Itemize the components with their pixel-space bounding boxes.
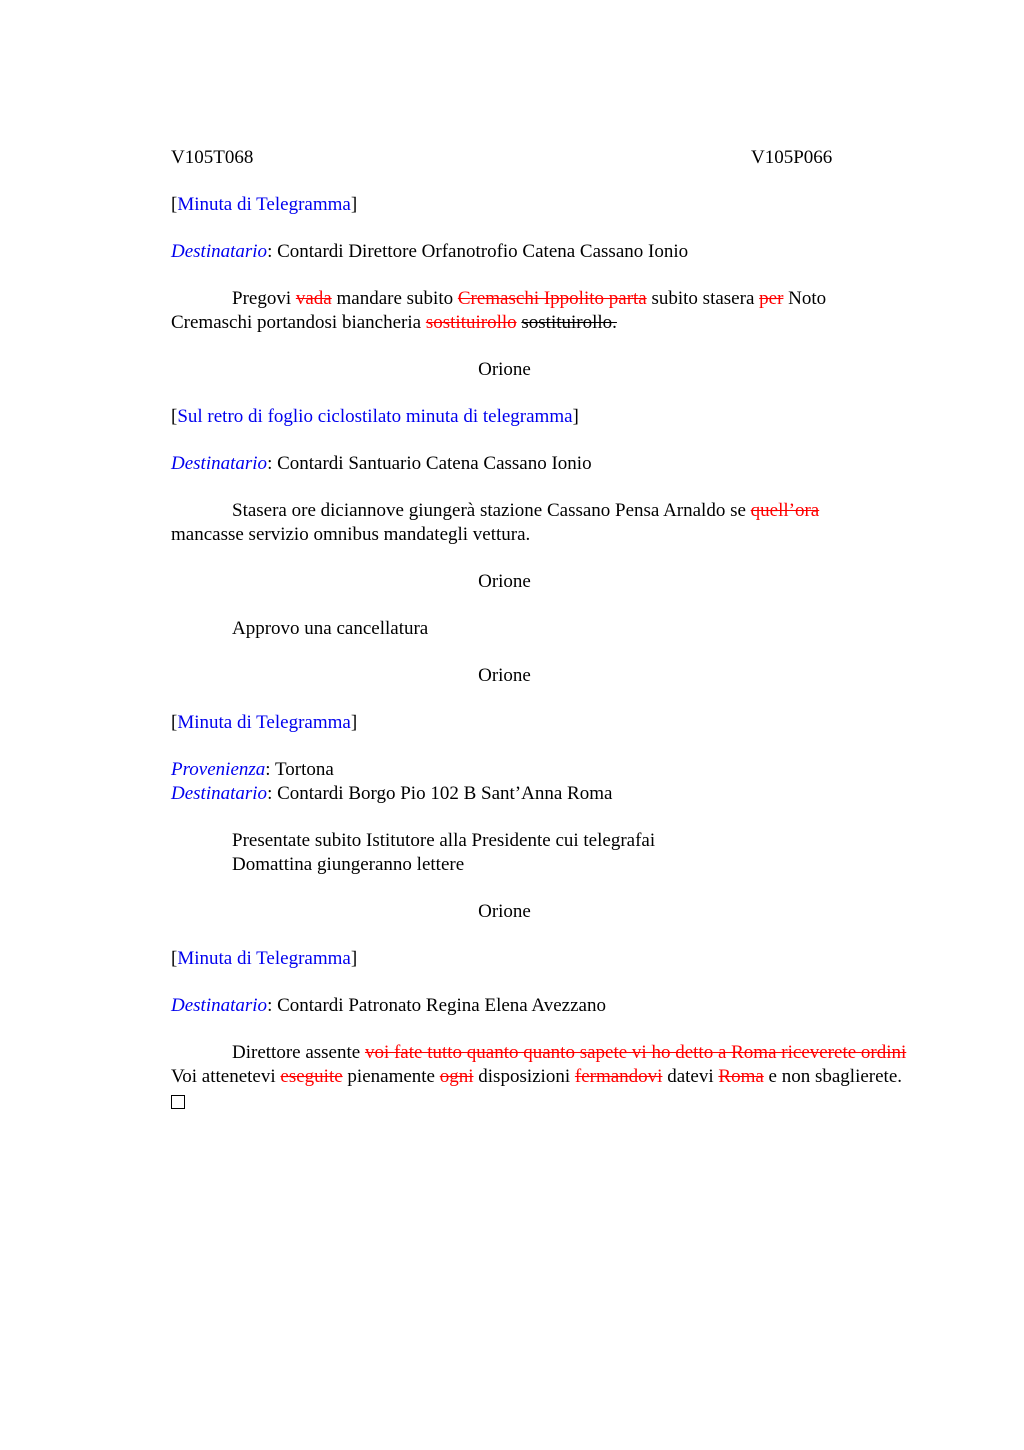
document-code-left: V105T068 (171, 147, 254, 168)
telegram-body-3-line1: Presentate subito Istitutore alla Presidente cui telegrafai (232, 830, 656, 851)
telegram-body-1: Pregovi vada mandare subito Cremaschi Ippolito parta subito stasera per Noto Cremaschi portandosi biancheria sostituirollo sostituirollo. (171, 288, 827, 333)
header-row (171, 146, 931, 170)
note-text: Minuta di Telegramma (177, 712, 351, 733)
telegram-body-4: Direttore assente voi fate tutto quanto quanto sapete vi ho detto a Roma riceverete ordini Voi attenetevi eseguite pienamente ogni disposizioni fermandovi datevi Roma e non sbaglierete. (171, 1042, 907, 1087)
telegram-body-3-line2: Domattina giungeranno lettere (232, 854, 465, 875)
document-page (171, 146, 931, 1113)
recipient-value: Contardi Borgo Pio 102 B Sant’Anna Roma (277, 783, 613, 804)
recipient-line-1: Destinatario: Contardi Direttore Orfanotrofio Catena Cassano Ionio (171, 241, 689, 262)
signature-2: Orione (478, 571, 531, 592)
recipient-line-4: Destinatario: Contardi Patronato Regina Elena Avezzano (171, 995, 606, 1016)
recipient-label: Destinatario (171, 241, 268, 262)
recipient-label: Destinatario (171, 783, 268, 804)
telegram-body-2: Stasera ore diciannove giungerà stazione Cassano Pensa Arnaldo se quell’ora mancasse servizio omnibus mandategli vettura. (171, 500, 820, 545)
recipient-value: Contardi Direttore Orfanotrofio Catena Cassano Ionio (277, 241, 689, 262)
signature-1: Orione (478, 359, 531, 380)
recipient-line-3: Destinatario: Contardi Borgo Pio 102 B Sant’Anna Roma (171, 783, 613, 804)
editorial-note-4: [Minuta di Telegramma] (171, 948, 358, 969)
recipient-value: Contardi Santuario Catena Cassano Ionio (277, 453, 592, 474)
editorial-note-1: [Minuta di Telegramma] (171, 194, 358, 215)
document-code-right: V105P066 (751, 147, 833, 168)
approval-signature: Orione (478, 665, 531, 686)
note-text: Sul retro di foglio ciclostilato minuta di telegramma (177, 406, 573, 427)
recipient-label: Destinatario (171, 995, 268, 1016)
recipient-line-2: Destinatario: Contardi Santuario Catena Cassano Ionio (171, 453, 592, 474)
signature-3: Orione (478, 901, 531, 922)
note-text: Minuta di Telegramma (177, 194, 351, 215)
origin-line-3: Provenienza: Tortona (171, 759, 334, 780)
editorial-note-3: [Minuta di Telegramma] (171, 712, 358, 733)
square-icon (171, 1095, 185, 1109)
recipient-label: Destinatario (171, 453, 268, 474)
approval-note: Approvo una cancellatura (232, 618, 429, 639)
recipient-value: Contardi Patronato Regina Elena Avezzano (277, 995, 606, 1016)
editorial-note-2: [Sul retro di foglio ciclostilato minuta di telegramma] (171, 406, 579, 427)
origin-value: Tortona (274, 759, 334, 780)
end-marker (171, 1089, 931, 1113)
note-text: Minuta di Telegramma (177, 948, 351, 969)
origin-label: Provenienza (171, 759, 266, 780)
